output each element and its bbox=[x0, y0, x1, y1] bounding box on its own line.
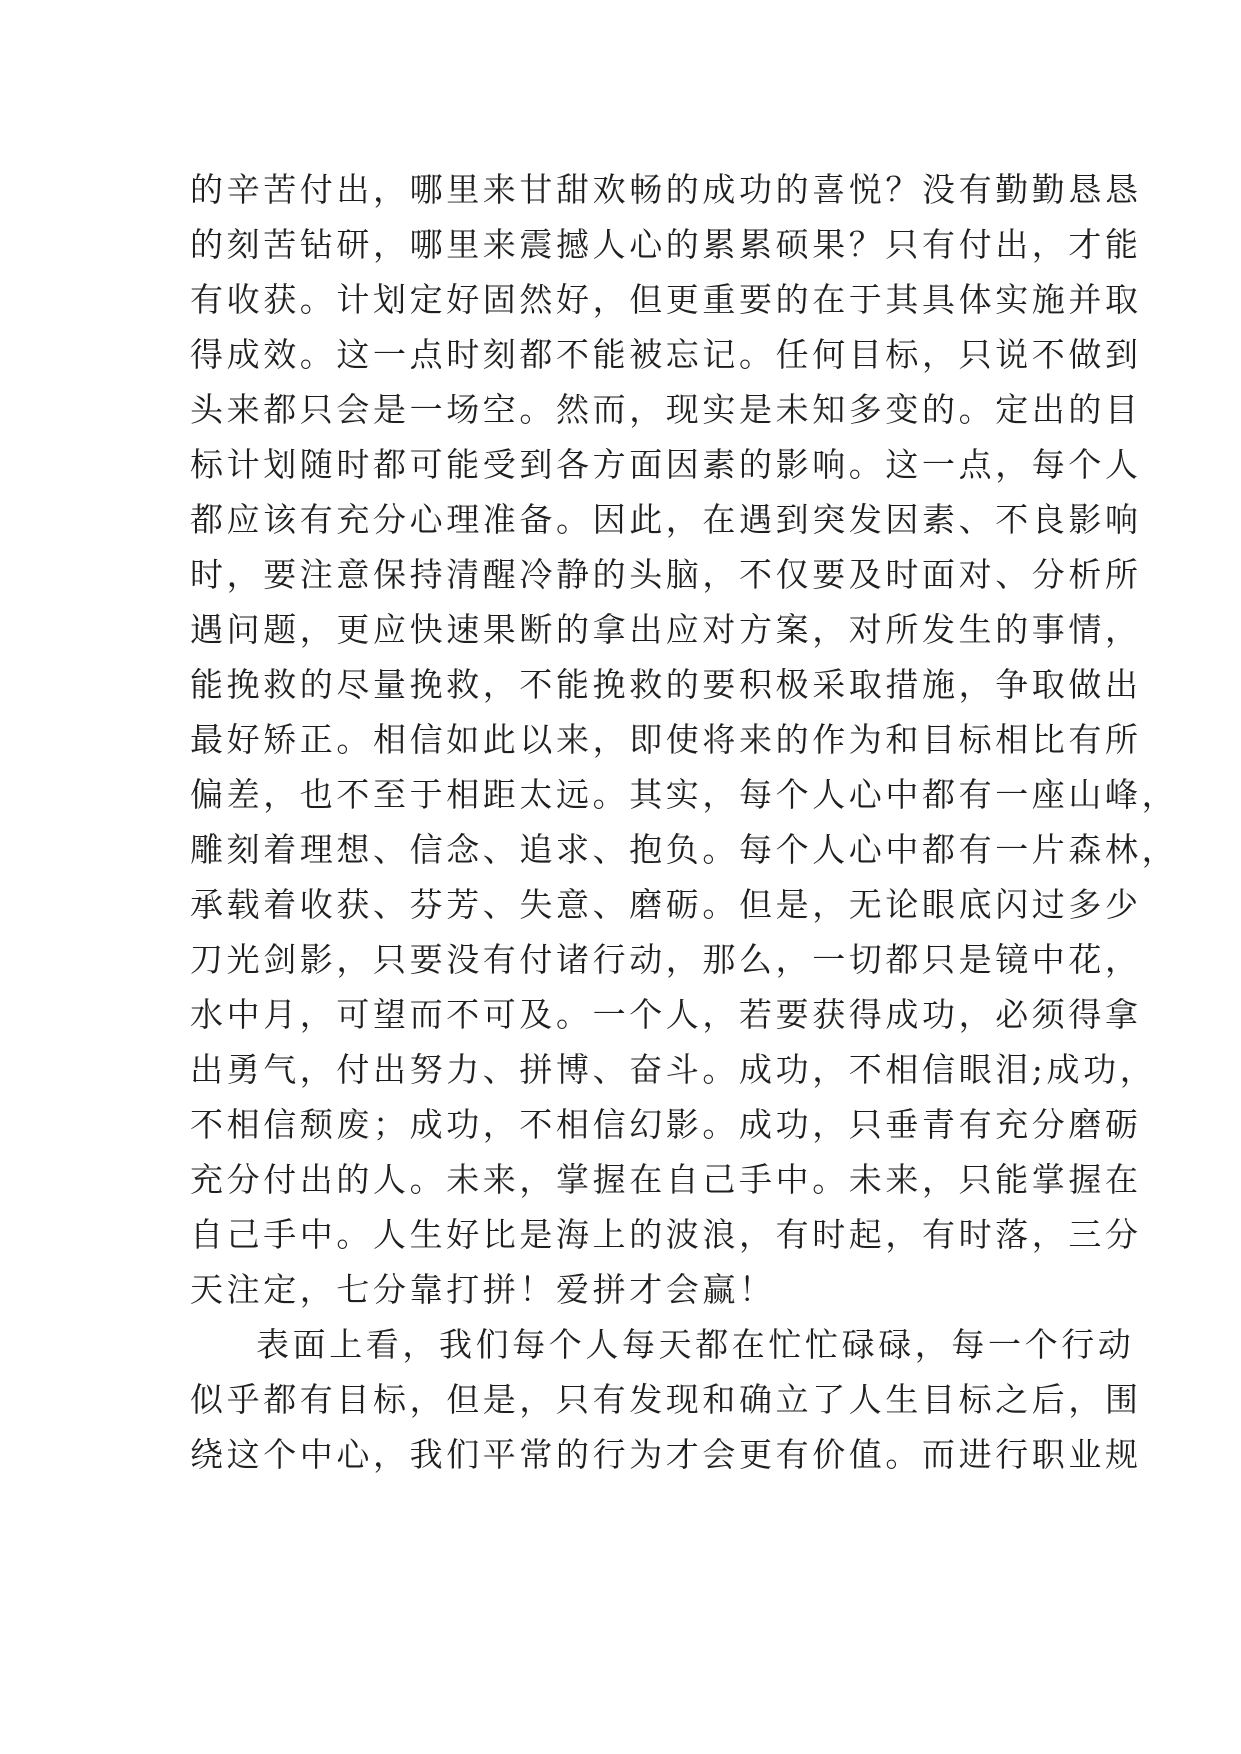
text-line: 充分付出的人。未来，掌握在自己手中。未来，只能掌握在 bbox=[190, 1160, 1142, 1199]
text-line: 能挽救的尽量挽救，不能挽救的要积极采取措施，争取做出 bbox=[190, 665, 1142, 704]
text-line: 刀光剑影，只要没有付诸行动，那么，一切都只是镜中花， bbox=[190, 940, 1142, 979]
text-line: 最好矫正。相信如此以来，即使将来的作为和目标相比有所 bbox=[190, 720, 1142, 759]
text-line: 标计划随时都可能受到各方面因素的影响。这一点，每个人 bbox=[190, 445, 1142, 484]
text-line: 的刻苦钻研，哪里来震撼人心的累累硕果？只有付出，才能 bbox=[190, 225, 1142, 264]
text-line: 雕刻着理想、信念、追求、抱负。每个人心中都有一片森林， bbox=[190, 830, 1179, 869]
text-line: 出勇气，付出努力、拼博、奋斗。成功，不相信眼泪;成功， bbox=[190, 1050, 1157, 1089]
text-line: 天注定，七分靠打拼！爱拼才会赢！ bbox=[190, 1270, 776, 1309]
body-text bbox=[190, 162, 1179, 1482]
text-line: 有收获。计划定好固然好，但更重要的在于其具体实施并取 bbox=[190, 280, 1142, 319]
text-line: 头来都只会是一场空。然而，现实是未知多变的。定出的目 bbox=[190, 390, 1142, 429]
paragraph-first-line: 表面上看，我们每个人每天都在忙忙碌碌，每一个行动 bbox=[256, 1325, 1135, 1364]
text-line: 承载着收获、芬芳、失意、磨砺。但是，无论眼底闪过多少 bbox=[190, 885, 1142, 924]
text-line: 的辛苦付出，哪里来甘甜欢畅的成功的喜悦？没有勤勤恳恳 bbox=[190, 170, 1142, 209]
text-line: 自己手中。人生好比是海上的波浪，有时起，有时落，三分 bbox=[190, 1215, 1142, 1254]
text-line: 绕这个中心，我们平常的行为才会更有价值。而进行职业规 bbox=[190, 1435, 1142, 1474]
text-line: 似乎都有目标，但是，只有发现和确立了人生目标之后，围 bbox=[190, 1380, 1142, 1419]
text-line: 遇问题，更应快速果断的拿出应对方案，对所发生的事情， bbox=[190, 610, 1142, 649]
text-line: 得成效。这一点时刻都不能被忘记。任何目标，只说不做到 bbox=[190, 335, 1142, 374]
text-line: 偏差，也不至于相距太远。其实，每个人心中都有一座山峰， bbox=[190, 775, 1179, 814]
text-line: 时，要注意保持清醒冷静的头脑，不仅要及时面对、分析所 bbox=[190, 555, 1142, 594]
text-line: 不相信颓废；成功，不相信幻影。成功，只垂青有充分磨砺 bbox=[190, 1105, 1142, 1144]
text-line: 水中月，可望而不可及。一个人，若要获得成功，必须得拿 bbox=[190, 995, 1142, 1034]
text-line: 都应该有充分心理准备。因此，在遇到突发因素、不良影响 bbox=[190, 500, 1142, 539]
